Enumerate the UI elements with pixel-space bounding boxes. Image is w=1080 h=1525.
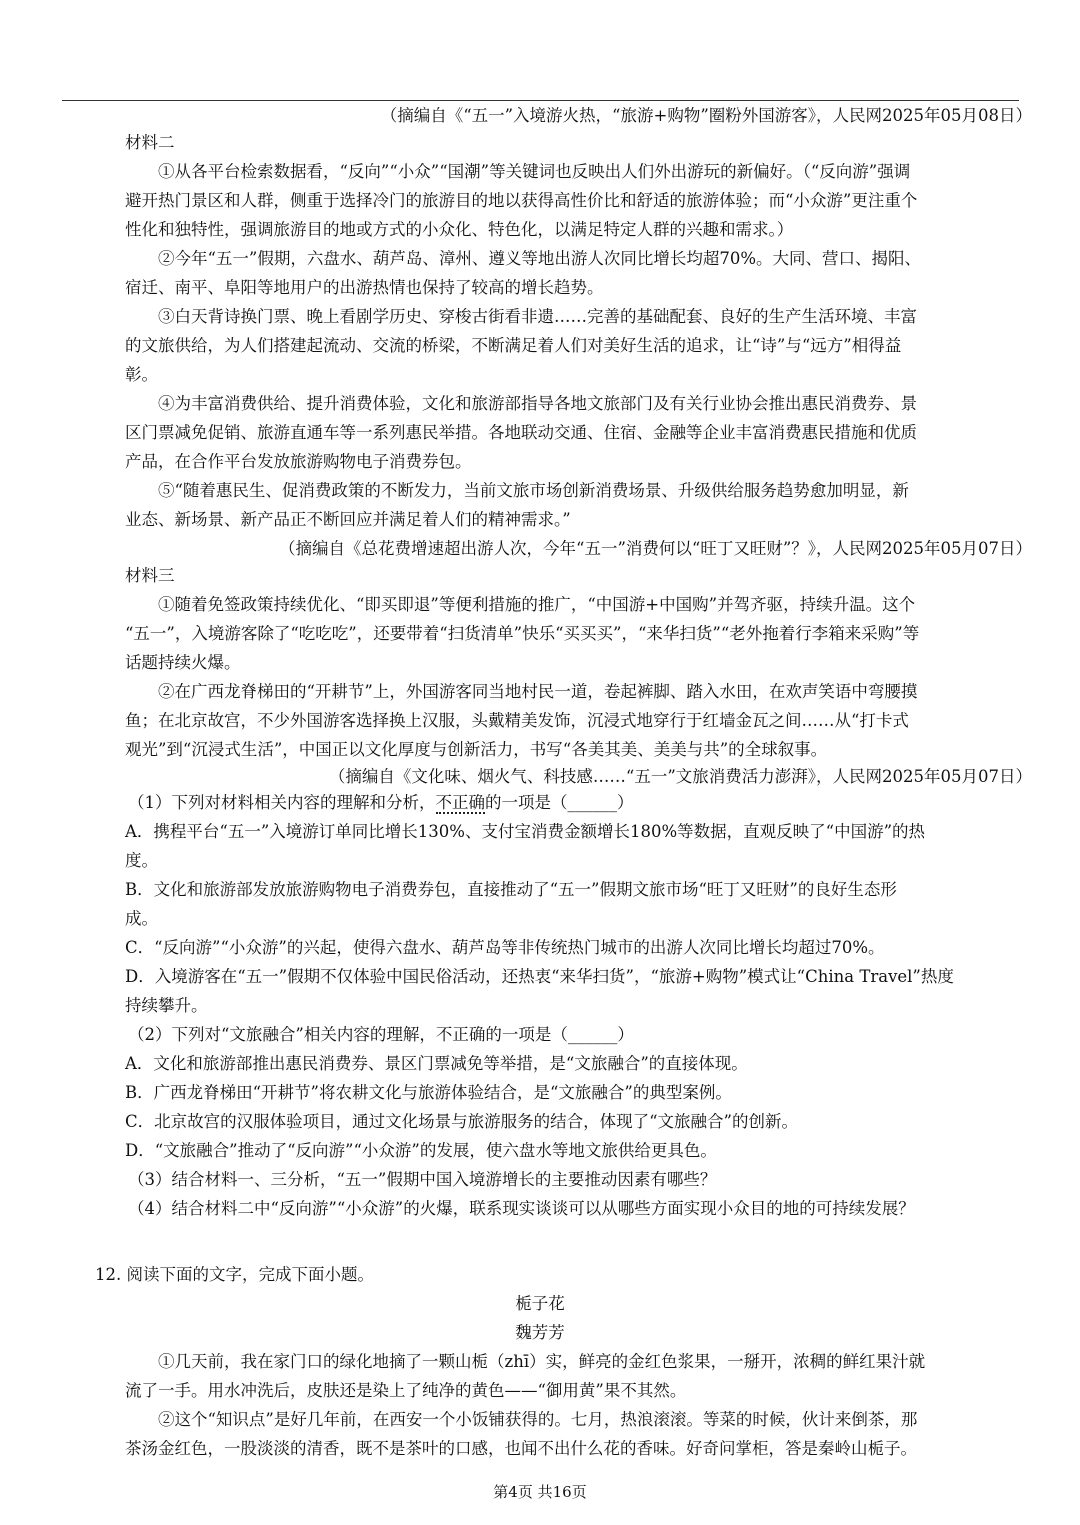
source-citation-1: （摘编自《“五一”入境游火热，“旅游+购物”圈粉外国游客》，人民网2025年05月08日） — [380, 106, 1032, 125]
question-1-option-line: 度。 — [125, 851, 158, 870]
question-3-stem: （3）结合材料一、三分析，“五一”假期中国入境游增长的主要推动因素有哪些？ — [128, 1170, 717, 1189]
passage-author: 魏芳芳 — [515, 1323, 565, 1342]
material-3-paragraph-line: ①随着免签政策持续优化、“即买即退”等便利措施的推广，“中国游+中国购”并驾齐驱，持续升温。这个 — [158, 595, 916, 614]
question-1-option-line: 成。 — [125, 909, 158, 928]
material-2-paragraph-line: ①从各平台检索数据看，“反向”“小众”“国潮”等关键词也反映出人们外出游玩的新偏好。（“反向游”强调 — [158, 162, 911, 181]
passage-line: 茶汤金红色，一股淡淡的清香，既不是茶叶的口感，也闻不出什么花的香味。好奇问掌柜，答是秦岭山栀子。 — [125, 1439, 917, 1458]
material-3-paragraph-line: 鱼；在北京故宫，不少外国游客选择换上汉服，头戴精美发饰，沉浸式地穿行于红墙金瓦之间……从“打卡式 — [125, 711, 909, 730]
material-2-paragraph-line: ④为丰富消费供给、提升消费体验，文化和旅游部指导各地文旅部门及有关行业协会推出惠民消费券、景 — [158, 394, 917, 413]
material-2-paragraph-line: 产品，在合作平台发放旅游购物电子消费券包。 — [125, 452, 472, 471]
question-2-option-line: B．广西龙脊梯田“开耕节”将农耕文化与旅游体验结合，是“文旅融合”的典型案例。 — [125, 1083, 732, 1102]
material-2-paragraph-line: 区门票减免促销、旅游直通车等一系列惠民举措。各地联动交通、住宿、金融等企业丰富消费惠民措施和优质 — [125, 423, 917, 442]
header-rule — [62, 100, 1019, 101]
material-2-paragraph-line: 性化和独特性，强调旅游目的地或方式的小众化、特色化，以满足特定人群的兴趣和需求。） — [125, 220, 794, 239]
passage-line: ②这个“知识点”是好几年前，在西安一个小饭铺获得的。七月，热浪滚滚。等菜的时候，伙计来倒茶，那 — [158, 1410, 918, 1429]
material-2-paragraph-line: ③白天背诗换门票、晚上看剧学历史、穿梭古街看非遗……完善的基础配套、良好的生产生活环境、丰富 — [158, 307, 917, 326]
question-1-stem — [128, 790, 1080, 816]
material-2-heading: 材料二 — [125, 133, 175, 152]
material-3-paragraph-line: 观光”到“沉浸式生活”，中国正以文化厚度与创新活力，书写“各美其美、美美与共”的全球叙事。 — [125, 740, 828, 759]
material-3-paragraph-line: “五一”，入境游客除了“吃吃吃”，还要带着“扫货清单”快乐“买买买”，“来华扫货”“老外拖着行李箱来采购”等 — [125, 624, 920, 643]
question-2-option-line: C．北京故宫的汉服体验项目，通过文化场景与旅游服务的结合，体现了“文旅融合”的创新。 — [125, 1112, 798, 1131]
material-2-paragraph-line: ②今年“五一”假期，六盘水、葫芦岛、漳州、遵义等地出游人次同比增长均超70%。大同、营口、揭阳、 — [158, 249, 922, 268]
question-2-option-line: D．“文旅融合”推动了“反向游”“小众游”的发展，使六盘水等地文旅供给更具色。 — [125, 1141, 717, 1160]
material-2-paragraph-line: 避开热门景区和人群，侧重于选择冷门的旅游目的地以获得高性价比和舒适的旅游体验；而“小众游”更注重个 — [125, 191, 918, 210]
question-4-stem: （4）结合材料二中“反向游”“小众游”的火爆，联系现实谈谈可以从哪些方面实现小众目的地的可持续发展？ — [128, 1199, 915, 1218]
question-1-emphasis: 不正确 — [435, 793, 485, 812]
passage-line: ①几天前，我在家门口的绿化地摘了一颗山栀（zhī）实，鲜亮的金红色浆果，一掰开，浓稠的鲜红果汁就 — [158, 1352, 926, 1371]
question-1-option-line: D．入境游客在“五一”假期不仅体验中国民俗活动，还热衷“来华扫货”，“旅游+购物”模式让“China Travel”热度 — [125, 967, 954, 986]
passage-title: 栀子花 — [515, 1294, 565, 1313]
page-number: 第4页 共16页 — [493, 1483, 587, 1501]
question-1-option-line: A．携程平台“五一”入境游订单同比增长130%、支付宝消费金额增长180%等数据，直观反映了“中国游”的热 — [125, 822, 926, 841]
question-1-option-line: B．文化和旅游部发放旅游购物电子消费券包，直接推动了“五一”假期文旅市场“旺丁又旺财”的良好生态形 — [125, 880, 897, 899]
material-2-paragraph-line: ⑤“随着惠民生、促消费政策的不断发力，当前文旅市场创新消费场景、升级供给服务趋势愈加明显，新 — [158, 481, 909, 500]
question-2-stem: （2）下列对“文旅融合”相关内容的理解，不正确的一项是（______） — [128, 1025, 634, 1044]
material-2-paragraph-line: 彰。 — [125, 365, 158, 384]
material-3-paragraph-line: ②在广西龙脊梯田的“开耕节”上，外国游客同当地村民一道，卷起裤脚、踏入水田，在欢声笑语中弯腰摸 — [158, 682, 918, 701]
material-3-paragraph-line: 话题持续火爆。 — [125, 653, 241, 672]
material-2-paragraph-line: 的文旅供给，为人们搭建起流动、交流的桥梁，不断满足着人们对美好生活的追求，让“诗”与“远方”相得益 — [125, 336, 902, 355]
material-3-heading: 材料三 — [125, 566, 175, 585]
question-1-option-line: 持续攀升。 — [125, 996, 208, 1015]
question-1-stem-before: （1）下列对材料相关内容的理解和分析， — [128, 793, 436, 812]
passage-line: 流了一手。用水冲洗后，皮肤还是染上了纯净的黄色——“御用黄”果不其然。 — [125, 1381, 687, 1400]
material-2-paragraph-line: 业态、新场景、新产品正不断回应并满足着人们的精神需求。” — [125, 510, 571, 529]
question-12-stem: 12. 阅读下面的文字，完成下面小题。 — [95, 1265, 374, 1284]
source-citation-2: （摘编自《总花费增速超出游人次，今年“五一”消费何以“旺丁又旺财”？》，人民网2025年05月07日） — [279, 539, 1032, 558]
question-1-stem-after: 的一项是（______） — [485, 793, 634, 812]
material-2-paragraph-line: 宿迁、南平、阜阳等地用户的出游热情也保持了较高的增长趋势。 — [125, 278, 604, 297]
question-2-option-line: A．文化和旅游部推出惠民消费券、景区门票减免等举措，是“文旅融合”的直接体现。 — [125, 1054, 748, 1073]
question-1-option-line: C．“反向游”“小众游”的兴起，使得六盘水、葫芦岛等非传统热门城市的出游人次同比增长均超过70%。 — [125, 938, 885, 957]
source-citation-3: （摘编自《文化味、烟火气、科技感……“五一”文旅消费活力澎湃》，人民网2025年05月07日） — [328, 767, 1032, 786]
